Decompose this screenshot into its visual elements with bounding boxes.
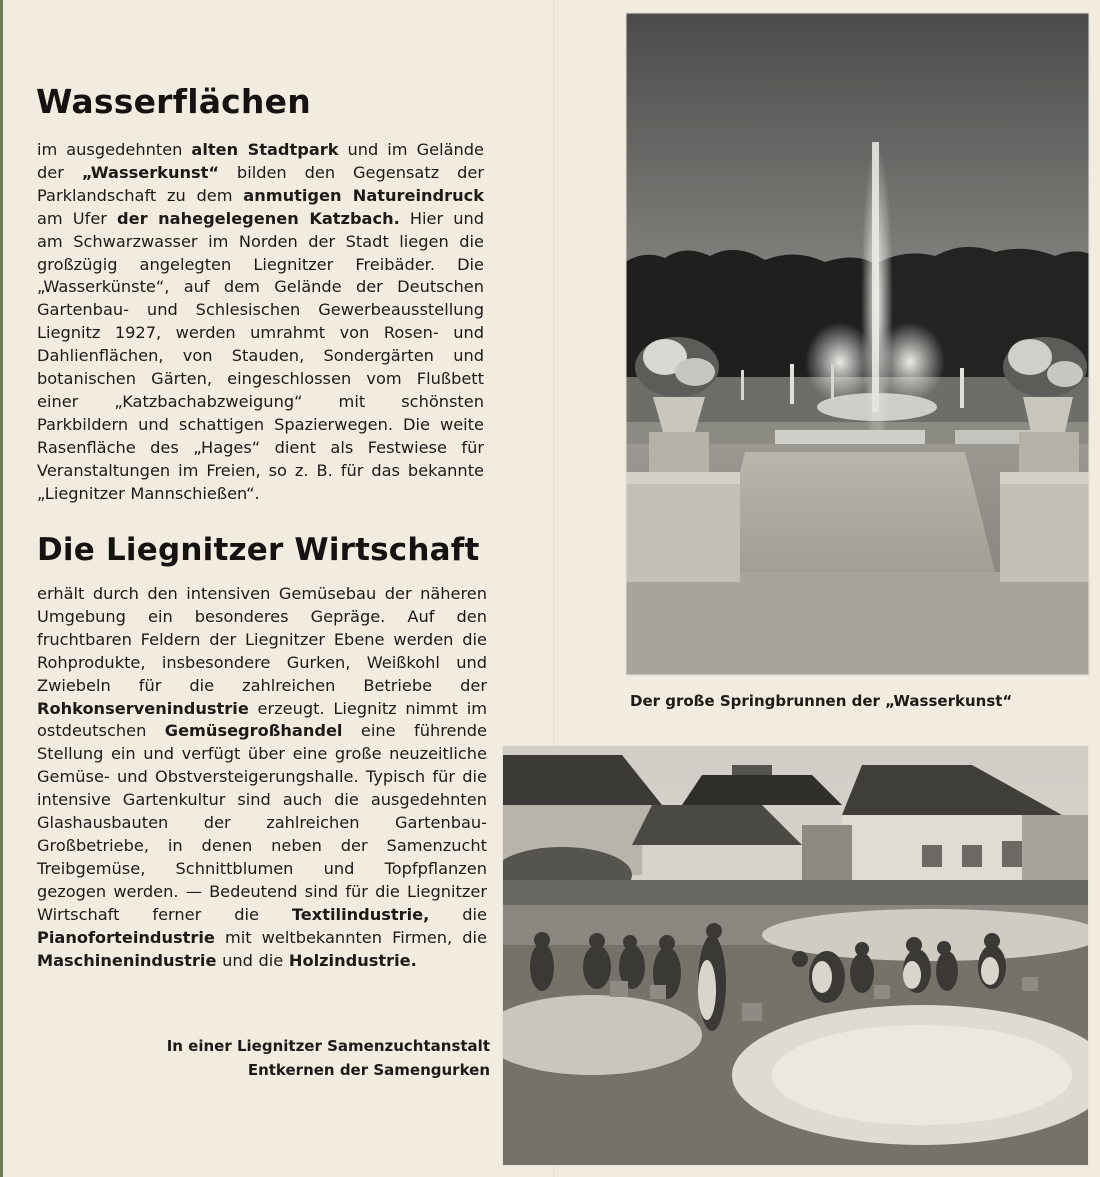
caption-seed-farm-line1: In einer Liegnitzer Samenzuchtanstalt: [166, 1037, 490, 1055]
fountain-photo: [625, 12, 1090, 676]
text-run: die: [429, 904, 487, 924]
text-run: anmutigen Natureindruck: [243, 185, 485, 205]
text-run: Holzindustrie.: [288, 950, 417, 970]
heading-economy: Die Liegnitzer Wirtschaft: [37, 532, 480, 568]
caption-seed-farm: [138, 1034, 490, 1082]
text-run: der nahegelegenen Katzbach.: [117, 208, 400, 228]
text-run: Maschinenindustrie: [37, 950, 217, 970]
text-run: eine führende Stellung ein und verfügt über eine große neuzeitliche Gemüse- und Obstversteigerungshalle. Typisch für die intensive Gartenkultur sind auch die ausgedehnten Glashausbauten der zahlreichen Gartenbau-Großbetriebe, in denen neben der Samenzucht Treibgemüse, Schnittblumen und Topfpflanzen gezogen werden. — Bedeutend sind für die Liegnitzer Wirtschaft ferner die: [37, 721, 488, 924]
text-run: Hier und am Schwarzwasser im Norden der Stadt liegen die großzügig angelegten Liegnitzer Freibäder. Die „Wasserkünste“, auf dem Gelände der Deutschen Gartenbau- und Schlesischen Gewerbeausstellung Liegnitz 1927, werden umrahmt von Rosen- und Dahlienflächen, von Stauden, Sondergärten und botanischen Gärten, eingeschlossen vom Flußbett einer „Katzbachabzweigung“ mit schönsten Parkbildern und schattigen Spazierwegen. Die weite Rasenfläche des „Hages“ dient als Festwiese für Veranstaltungen im Freien, so z. B. für das bekannte „Liegnitzer Mannschießen“.: [37, 208, 484, 503]
text-run: erhält durch den intensiven Gemüsebau der näheren Umgebung ein besonderes Gepräge. Auf den fruchtbaren Feldern der Liegnitzer Ebene werden die Rohprodukte, insbesondere Gurken, Weißkohl und Zwiebeln für die zahlreichen Betriebe der: [37, 584, 487, 695]
text-run: bilden den Gegensatz der Parklandschaft zu dem: [37, 162, 484, 205]
text-run: Gemüsegroßhandel: [164, 721, 343, 741]
text-run: mit weltbekannten Firmen, die: [214, 927, 487, 947]
text-run: alten Stadtpark: [191, 140, 339, 159]
text-run: im ausgedehnten: [37, 140, 192, 159]
text-run: am Ufer: [37, 208, 118, 228]
text-run: und im Gelände der: [37, 140, 484, 182]
text-run: Pianoforteindustrie: [37, 927, 215, 947]
text-run: Textilindustrie,: [291, 904, 430, 924]
caption-fountain: Der große Springbrunnen der „Wasserkunst“: [630, 692, 1013, 710]
paragraph-economy: [37, 583, 487, 972]
caption-seed-farm-line2: Entkernen der Samengurken: [247, 1061, 490, 1079]
text-run: und die: [216, 950, 289, 970]
text-run: „Wasserkunst“: [81, 162, 220, 182]
text-run: erzeugt. Liegnitz nimmt im ostdeutschen: [37, 698, 487, 741]
paragraph-water-areas: [37, 139, 484, 506]
heading-water-areas: Wasserflächen: [36, 82, 311, 121]
seed-farm-photo: [502, 745, 1089, 1166]
text-run: Rohkonservenindustrie: [37, 698, 249, 718]
